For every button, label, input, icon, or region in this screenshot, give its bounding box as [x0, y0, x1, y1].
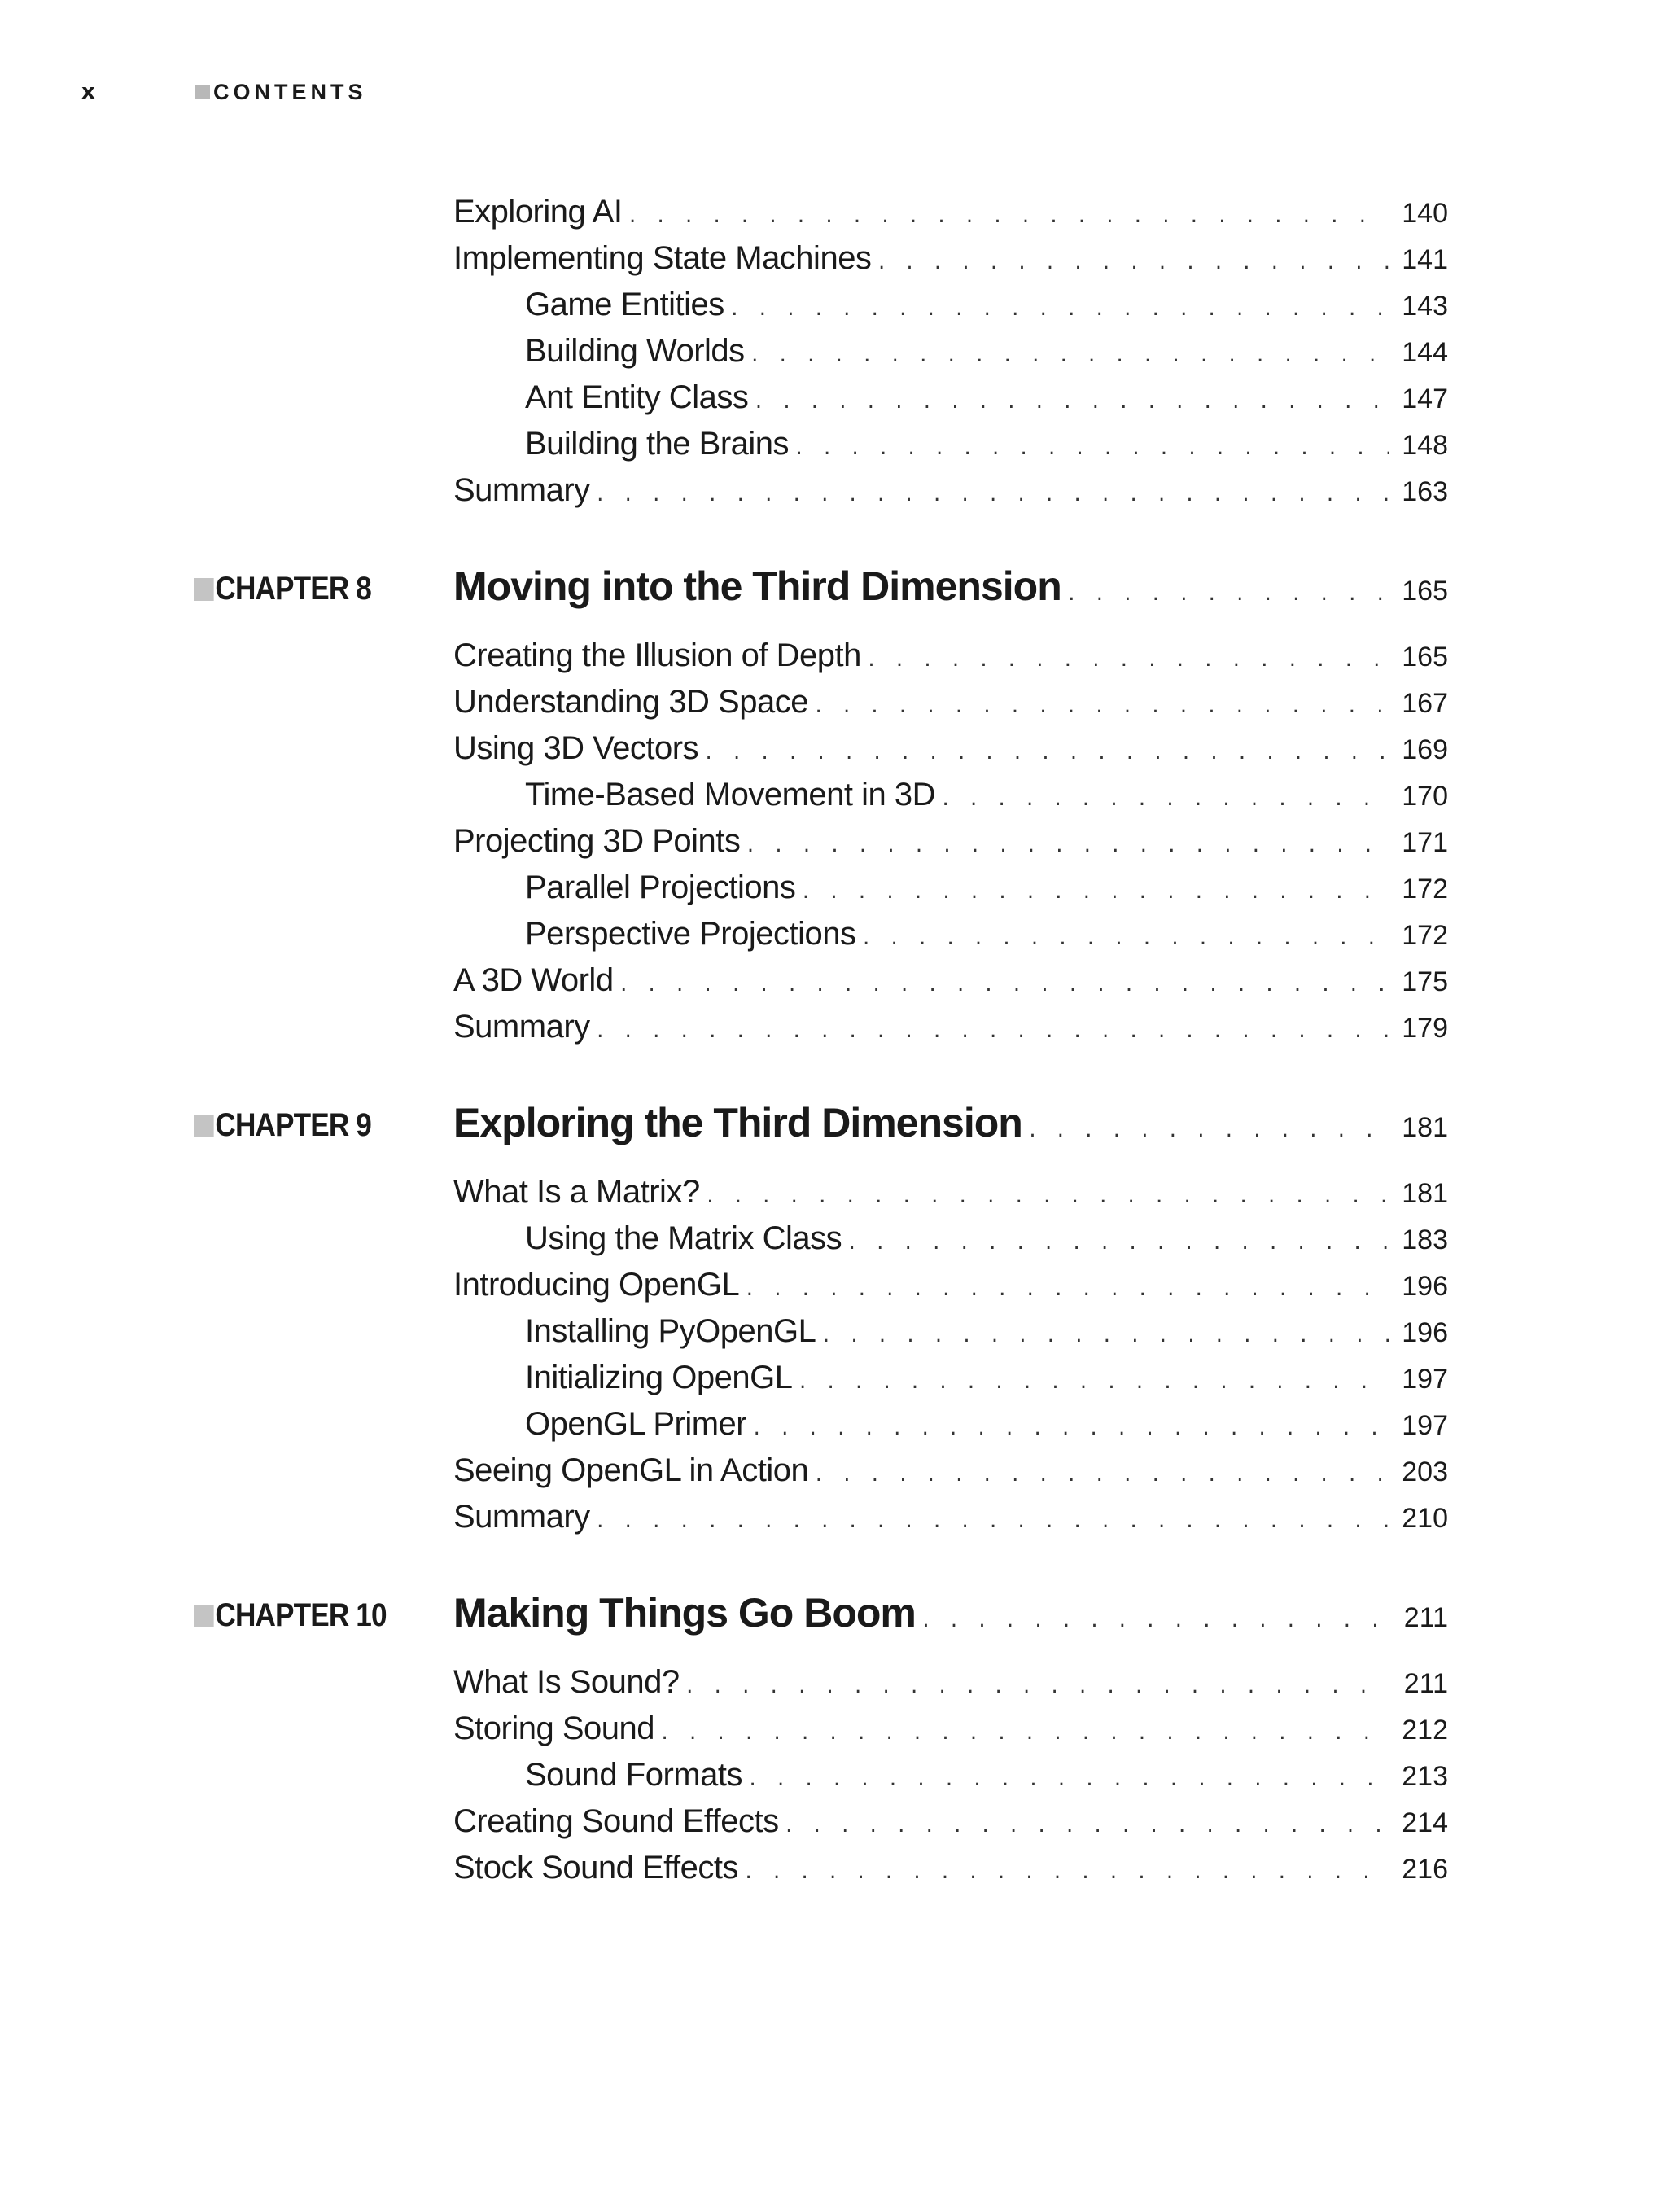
running-head — [81, 80, 367, 104]
toc-entry — [0, 956, 1667, 1002]
page-number: 214 — [1402, 1807, 1448, 1838]
page-number: 181 — [1402, 1178, 1448, 1209]
dot-leader — [820, 1326, 1389, 1347]
entry-title: Introducing OpenGL — [453, 1267, 740, 1303]
dot-leader — [751, 1419, 1389, 1439]
square-bullet-icon — [194, 578, 214, 601]
page-number: 211 — [1403, 1602, 1448, 1633]
toc-subentry — [0, 1214, 1667, 1260]
page-folio: x — [81, 80, 95, 104]
page-number: 147 — [1402, 383, 1448, 414]
dot-leader — [847, 1233, 1389, 1254]
dot-leader — [659, 1724, 1389, 1744]
entry-leader-row — [453, 684, 1448, 721]
chapter-label — [194, 571, 371, 607]
entry-leader-row — [525, 777, 1448, 813]
chapter-title: Making Things Go Boom — [453, 1590, 916, 1636]
entry-leader-row — [453, 1499, 1448, 1535]
page-number: 211 — [1403, 1668, 1448, 1699]
square-bullet-icon — [194, 1115, 214, 1137]
page-number: 179 — [1402, 1013, 1448, 1044]
entry-title: Summary — [453, 472, 590, 508]
entry-leader-row — [525, 379, 1448, 416]
entry-leader-row — [453, 730, 1448, 767]
page-number: 197 — [1402, 1410, 1448, 1441]
page-number: 140 — [1402, 198, 1448, 229]
dot-leader — [860, 929, 1389, 949]
chapter-number: CHAPTER 9 — [215, 1107, 371, 1143]
entry-leader-row — [453, 472, 1448, 509]
toc-subentry — [0, 280, 1667, 326]
toc-subentry — [0, 1307, 1667, 1353]
toc-entry — [0, 1658, 1667, 1704]
dot-leader — [921, 1611, 1389, 1632]
page-number: 197 — [1402, 1364, 1448, 1395]
entry-title: Game Entities — [525, 287, 724, 322]
toc-entry — [0, 1446, 1667, 1492]
dot-leader — [729, 300, 1389, 320]
entry-title: A 3D World — [453, 962, 614, 998]
entry-title: Understanding 3D Space — [453, 684, 808, 720]
toc-subentry — [0, 1750, 1667, 1797]
entry-leader-row — [453, 1803, 1448, 1840]
entry-title: Time-Based Movement in 3D — [525, 777, 935, 813]
dot-leader — [813, 1465, 1389, 1486]
entry-leader-row — [525, 1220, 1448, 1257]
entry-leader-row — [525, 426, 1448, 462]
entry-leader-row — [525, 333, 1448, 370]
chapter-number: CHAPTER 10 — [215, 1597, 387, 1633]
page-number: 170 — [1402, 781, 1448, 812]
dot-leader — [797, 1373, 1389, 1393]
entry-title: Storing Sound — [453, 1710, 655, 1746]
toc-subentry — [0, 1353, 1667, 1399]
dot-leader — [876, 253, 1389, 274]
entry-leader-row — [453, 194, 1448, 230]
entry-leader-row — [525, 1313, 1448, 1350]
entry-title: Initializing OpenGL — [525, 1360, 793, 1395]
dot-leader — [753, 392, 1389, 413]
chapter-title: Exploring the Third Dimension — [453, 1100, 1022, 1145]
entry-title: Creating Sound Effects — [453, 1803, 779, 1839]
dot-leader — [705, 1187, 1389, 1207]
entry-leader-row — [453, 1174, 1448, 1211]
entry-title: Using the Matrix Class — [525, 1220, 842, 1256]
chapter-leader-row — [453, 563, 1448, 610]
chapter-heading — [0, 559, 1667, 615]
entry-leader-row — [453, 240, 1448, 277]
dot-leader — [747, 1770, 1389, 1790]
entry-title: Ant Entity Class — [525, 379, 749, 415]
entry-leader-row — [525, 1360, 1448, 1396]
toc-subentry — [0, 770, 1667, 817]
page-number: 169 — [1402, 734, 1448, 765]
dot-leader — [1027, 1121, 1389, 1141]
dot-leader — [595, 1512, 1389, 1532]
toc-entry — [0, 1260, 1667, 1307]
square-bullet-icon — [194, 1605, 214, 1627]
chapter-heading — [0, 1586, 1667, 1641]
entry-leader-row — [453, 1267, 1448, 1303]
entry-title: OpenGL Primer — [525, 1406, 747, 1442]
dot-leader — [685, 1677, 1389, 1697]
entry-title: Building the Brains — [525, 426, 790, 462]
toc-entry — [0, 724, 1667, 770]
dot-leader — [800, 883, 1389, 903]
entry-title: Parallel Projections — [525, 869, 796, 905]
toc-section — [0, 187, 1667, 512]
page-number: 167 — [1402, 688, 1448, 719]
toc-section — [0, 559, 1667, 1049]
entry-title: Implementing State Machines — [453, 240, 872, 276]
dot-leader — [703, 743, 1389, 764]
entry-leader-row — [453, 1850, 1448, 1886]
entry-title: What Is Sound? — [453, 1664, 680, 1700]
chapter-label — [194, 1107, 371, 1144]
toc-entry — [0, 1167, 1667, 1214]
page-number: 183 — [1402, 1224, 1448, 1255]
dot-leader — [750, 346, 1389, 366]
page-number: 175 — [1402, 966, 1448, 997]
page-number: 212 — [1402, 1715, 1448, 1746]
entry-leader-row — [453, 1710, 1448, 1747]
dot-leader — [627, 207, 1389, 227]
chapter-heading — [0, 1096, 1667, 1151]
dot-leader — [595, 1022, 1389, 1042]
toc-entry — [0, 187, 1667, 234]
toc-section — [0, 1096, 1667, 1539]
chapter-leader-row — [453, 1099, 1448, 1146]
entry-title: Installing PyOpenGL — [525, 1313, 816, 1349]
dot-leader — [866, 650, 1389, 671]
toc-entry — [0, 466, 1667, 512]
page-number: 148 — [1402, 430, 1448, 461]
toc-subentry — [0, 909, 1667, 956]
entry-leader-row — [525, 1406, 1448, 1443]
entry-title: Perspective Projections — [525, 916, 856, 952]
page-number: 216 — [1402, 1854, 1448, 1885]
dot-leader — [1066, 585, 1389, 605]
toc-subentry — [0, 326, 1667, 373]
chapter-title: Moving into the Third Dimension — [453, 563, 1061, 609]
entry-title: Summary — [453, 1499, 590, 1535]
page-number: 172 — [1402, 920, 1448, 951]
dot-leader — [595, 485, 1389, 506]
chapter-number: CHAPTER 8 — [215, 571, 371, 607]
chapter-leader-row — [453, 1589, 1448, 1636]
toc-subentry — [0, 419, 1667, 466]
page-number: 213 — [1402, 1761, 1448, 1792]
entry-leader-row — [525, 869, 1448, 906]
toc-entry — [0, 1797, 1667, 1843]
entry-title: Summary — [453, 1009, 590, 1045]
entry-leader-row — [525, 287, 1448, 323]
entry-title: Projecting 3D Points — [453, 823, 741, 859]
entry-title: Using 3D Vectors — [453, 730, 699, 766]
page-number: 165 — [1402, 576, 1448, 607]
toc-entry — [0, 1002, 1667, 1049]
entry-title: Sound Formats — [525, 1757, 742, 1793]
toc-entry — [0, 631, 1667, 677]
toc-entry — [0, 1704, 1667, 1750]
dot-leader — [745, 836, 1389, 856]
dot-leader — [794, 439, 1389, 459]
toc-subentry — [0, 1399, 1667, 1446]
page-number: 163 — [1402, 476, 1448, 507]
page-number: 144 — [1402, 337, 1448, 368]
entry-leader-row — [453, 1452, 1448, 1489]
toc-entry — [0, 677, 1667, 724]
chapter-label — [194, 1597, 387, 1634]
toc-subentry — [0, 373, 1667, 419]
toc-subentry — [0, 863, 1667, 909]
entry-title: What Is a Matrix? — [453, 1174, 700, 1210]
toc-entry — [0, 234, 1667, 280]
entry-leader-row — [453, 1009, 1448, 1045]
page-number: 181 — [1402, 1112, 1448, 1143]
entry-title: Stock Sound Effects — [453, 1850, 738, 1886]
entry-title: Building Worlds — [525, 333, 745, 369]
entry-title: Creating the Illusion of Depth — [453, 637, 861, 673]
dot-leader — [743, 1863, 1389, 1883]
page-number: 143 — [1402, 291, 1448, 322]
entry-leader-row — [525, 916, 1448, 953]
toc-entry — [0, 1492, 1667, 1539]
page-number: 196 — [1402, 1317, 1448, 1348]
page-number: 165 — [1402, 642, 1448, 672]
page-number: 141 — [1402, 244, 1448, 275]
page-number: 203 — [1402, 1456, 1448, 1487]
page-number: 210 — [1402, 1503, 1448, 1534]
toc-section — [0, 1586, 1667, 1890]
dot-leader — [619, 975, 1389, 996]
dot-leader — [784, 1816, 1389, 1837]
dot-leader — [744, 1280, 1389, 1300]
page-number: 196 — [1402, 1271, 1448, 1302]
square-bullet-icon — [195, 85, 210, 99]
page-number: 171 — [1402, 827, 1448, 858]
entry-leader-row — [525, 1757, 1448, 1794]
page-number: 172 — [1402, 874, 1448, 905]
entry-leader-row — [453, 637, 1448, 674]
dot-leader — [813, 697, 1389, 717]
toc-entry — [0, 1843, 1667, 1890]
entry-leader-row — [453, 1664, 1448, 1701]
entry-leader-row — [453, 823, 1448, 860]
table-of-contents — [0, 187, 1667, 1937]
entry-leader-row — [453, 962, 1448, 999]
dot-leader — [940, 790, 1389, 810]
toc-entry — [0, 817, 1667, 863]
entry-title: Seeing OpenGL in Action — [453, 1452, 809, 1488]
entry-title: Exploring AI — [453, 194, 623, 230]
running-head-label: CONTENTS — [213, 79, 367, 104]
